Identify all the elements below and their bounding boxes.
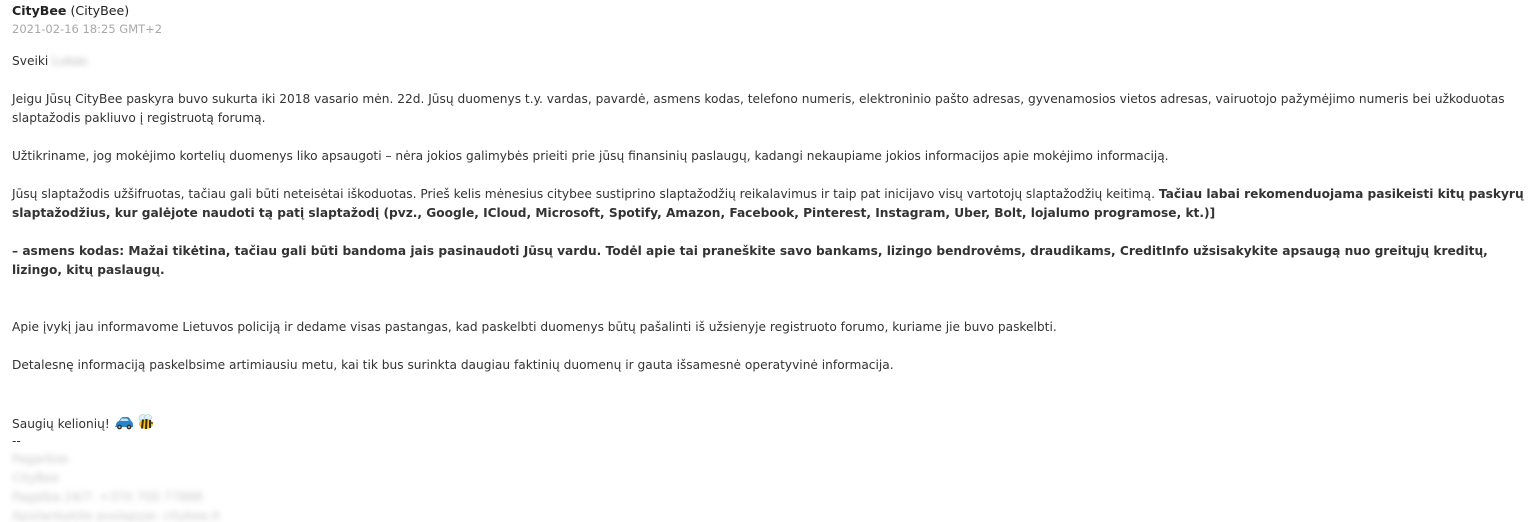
paragraph-6: Detalesnę informaciją paskelbsime artimiausiu metu, kai tik bus surinkta daugiau faktinių duomenų ir gauta išsamesnė operatyvinė informacija.	[12, 358, 894, 372]
paragraph-5: Apie įvykį jau informavome Lietuvos policiją ir dedame visas pastangas, kad paskelbti duomenys būtų pašalinti iš užsienyje registruoto forumo, kuriame jie buvo paskelbti.	[12, 320, 1057, 334]
bee-emoji-icon	[136, 413, 156, 431]
paragraph-3	[12, 185, 1524, 223]
signature-block	[12, 434, 1524, 522]
email-body	[12, 52, 1524, 522]
blurred-signature-line-3: Pagalba 24/7: +370 700 77888	[12, 490, 203, 504]
car-emoji-icon	[114, 416, 134, 430]
blurred-signature-line-4: Apsilankykite puslapyje: citybee.lt	[12, 509, 221, 522]
email-message	[12, 2, 1524, 522]
greeting-line	[12, 52, 1524, 71]
paragraph-4-bold: – asmens kodas: Mažai tikėtina, tačiau gali būti bandoma jais pasinaudoti Jūsų vardu. Todėl apie tai praneškite savo bankams, lizingo bendrovėms, draudikams, CreditInfo užsisakykite apsaugą nuo greitųjų kreditų, lizingo, kitų paslaugų.	[12, 244, 1488, 277]
blurred-signature-line-1: Pagarbiai	[12, 452, 69, 466]
blurred-signature-line-2: CityBee	[12, 471, 60, 485]
paragraph-3-bold: Tačiau labai rekomenduojama pasikeisti kitų paskyrų slaptažodžius, kur galėjote naudoti tą patį slaptažodį (pvz., Google, ICloud, Microsoft, Spotify, Amazon, Facebook, Pinterest, Instagram, Uber, Bolt, lojalumo programose, kt.)]	[12, 187, 1524, 220]
paragraph-1: Jeigu Jūsų CityBee paskyra buvo sukurta iki 2018 vasario mėn. 22d. Jūsų duomenys t.y. vardas, pavardė, asmens kodas, telefono numeris, elektroninio pašto adresas, gyvenamosios vietos adresas, vairuotojo pažymėjimo numeris bei užkoduotas slaptažodis pakliuvo į registruotą forumą.	[12, 92, 1505, 125]
greeting-text: Sveiki	[12, 54, 49, 68]
closing-line	[12, 413, 1524, 434]
sender-name[interactable]: CityBee	[12, 3, 67, 18]
email-sender	[12, 2, 1524, 20]
sender-alias: (CityBee)	[70, 3, 130, 18]
email-timestamp: 2021-02-16 18:25 GMT+2	[12, 22, 163, 36]
paragraph-2: Užtikriname, jog mokėjimo kortelių duomenys liko apsaugoti – nėra jokios galimybės prieiti prie jūsų finansinių paslaugų, kadangi nekaupiame jokios informacijos apie mokėjimo informaciją.	[12, 149, 1169, 163]
signature-separator: --	[12, 434, 21, 448]
blurred-recipient-name: Lukas	[52, 54, 88, 68]
paragraph-3-normal: Jūsų slaptažodis užšifruotas, tačiau gali būti neteisėtai iškoduotas. Prieš kelis mėnesius citybee sustiprino slaptažodžių reikalavimus ir taip pat inicijavo visų vartotojų slaptažodžių keitimą.	[12, 187, 1159, 201]
closing-text: Saugių kelionių!	[12, 417, 110, 431]
